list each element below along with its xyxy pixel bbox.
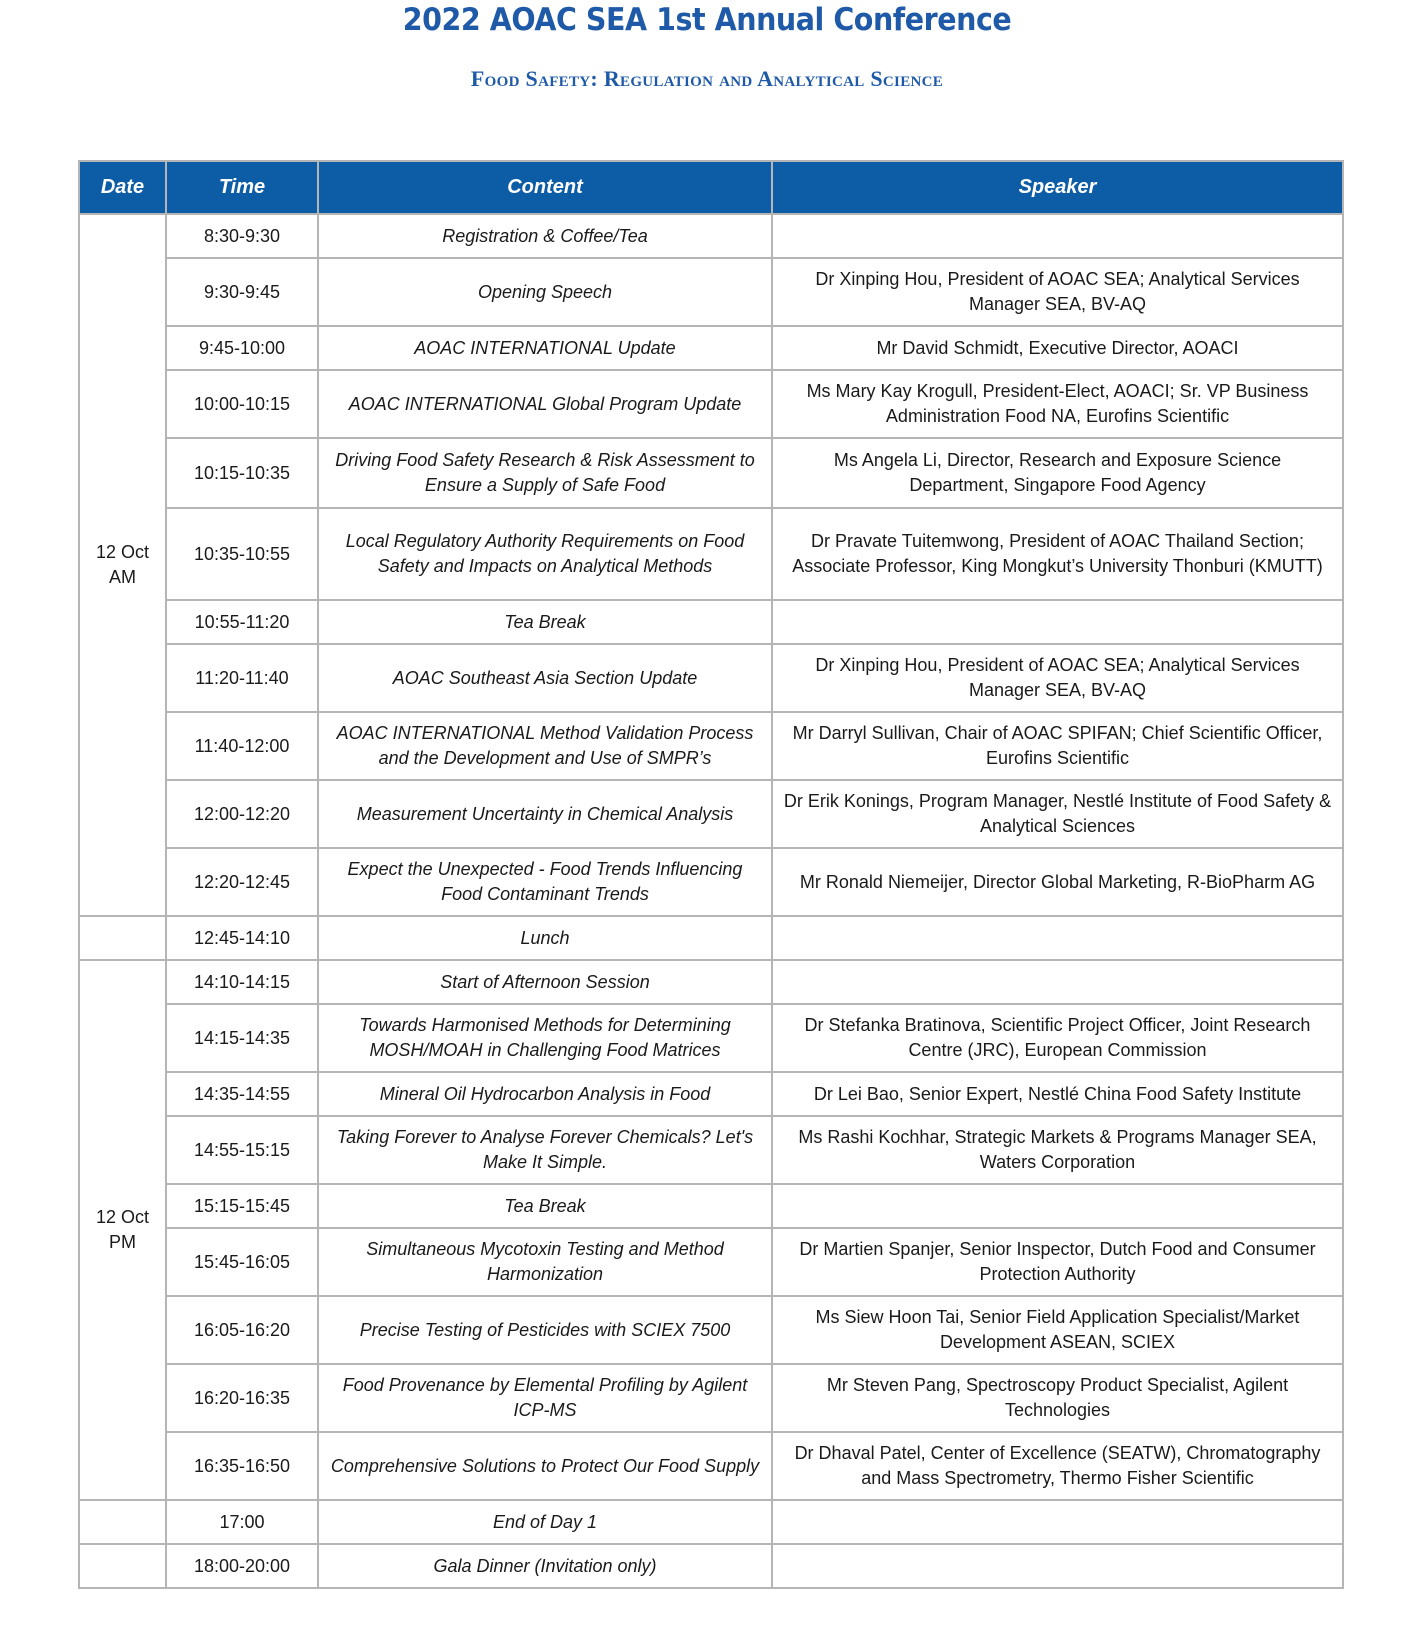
content-cell: Precise Testing of Pesticides with SCIEX 7500: [318, 1296, 772, 1364]
time-cell: 11:20-11:40: [166, 644, 318, 712]
speaker-cell: Dr Pravate Tuitemwong, President of AOAC Thailand Section; Associate Professor, King Mongkut’s University Thonburi (KMUTT): [772, 508, 1343, 600]
content-cell: Lunch: [318, 916, 772, 960]
time-cell: 8:30-9:30: [166, 214, 318, 258]
content-cell: Opening Speech: [318, 258, 772, 326]
table-row: [79, 644, 1343, 712]
table-row: [79, 1544, 1343, 1588]
table-row: [79, 1296, 1343, 1364]
time-cell: 10:55-11:20: [166, 600, 318, 644]
speaker-cell: Mr David Schmidt, Executive Director, AOACI: [772, 326, 1343, 370]
time-cell: 10:15-10:35: [166, 438, 318, 508]
content-cell: Measurement Uncertainty in Chemical Analysis: [318, 780, 772, 848]
content-cell: AOAC INTERNATIONAL Update: [318, 326, 772, 370]
table-row: [79, 508, 1343, 600]
content-cell: Tea Break: [318, 1184, 772, 1228]
table-row: [79, 258, 1343, 326]
content-cell: Comprehensive Solutions to Protect Our Food Supply: [318, 1432, 772, 1500]
table-row: [79, 1184, 1343, 1228]
table-row: [79, 1228, 1343, 1296]
content-cell: Towards Harmonised Methods for Determining MOSH/MOAH in Challenging Food Matrices: [318, 1004, 772, 1072]
speaker-cell: [772, 960, 1343, 1004]
speaker-cell: Dr Erik Konings, Program Manager, Nestlé Institute of Food Safety & Analytical Sciences: [772, 780, 1343, 848]
time-cell: 9:30-9:45: [166, 258, 318, 326]
speaker-cell: Mr Darryl Sullivan, Chair of AOAC SPIFAN; Chief Scientific Officer, Eurofins Scientific: [772, 712, 1343, 780]
speaker-cell: [772, 1544, 1343, 1588]
speaker-cell: Dr Xinping Hou, President of AOAC SEA; Analytical Services Manager SEA, BV-AQ: [772, 258, 1343, 326]
speaker-cell: [772, 1500, 1343, 1544]
time-cell: 10:00-10:15: [166, 370, 318, 438]
table-row: [79, 1004, 1343, 1072]
speaker-cell: Dr Stefanka Bratinova, Scientific Project Officer, Joint Research Centre (JRC), European Commission: [772, 1004, 1343, 1072]
date-cell: 12 Oct AM: [79, 214, 166, 916]
speaker-cell: Dr Xinping Hou, President of AOAC SEA; Analytical Services Manager SEA, BV-AQ: [772, 644, 1343, 712]
speaker-cell: Dr Martien Spanjer, Senior Inspector, Dutch Food and Consumer Protection Authority: [772, 1228, 1343, 1296]
table-row: [79, 438, 1343, 508]
date-cell: [79, 916, 166, 960]
content-cell: AOAC Southeast Asia Section Update: [318, 644, 772, 712]
content-cell: Simultaneous Mycotoxin Testing and Method Harmonization: [318, 1228, 772, 1296]
time-cell: 16:35-16:50: [166, 1432, 318, 1500]
content-cell: Registration & Coffee/Tea: [318, 214, 772, 258]
table-row: [79, 1364, 1343, 1432]
table-row: [79, 1432, 1343, 1500]
speaker-cell: Ms Angela Li, Director, Research and Exposure Science Department, Singapore Food Agency: [772, 438, 1343, 508]
speaker-cell: Ms Rashi Kochhar, Strategic Markets & Programs Manager SEA, Waters Corporation: [772, 1116, 1343, 1184]
time-cell: 16:05-16:20: [166, 1296, 318, 1364]
table-row: [79, 1500, 1343, 1544]
time-cell: 14:55-15:15: [166, 1116, 318, 1184]
speaker-cell: Ms Siew Hoon Tai, Senior Field Application Specialist/Market Development ASEAN, SCIEX: [772, 1296, 1343, 1364]
time-cell: 14:10-14:15: [166, 960, 318, 1004]
content-cell: End of Day 1: [318, 1500, 772, 1544]
table-row: [79, 370, 1343, 438]
content-cell: Tea Break: [318, 600, 772, 644]
date-cell: 12 Oct PM: [79, 960, 166, 1500]
table-header-row: [79, 161, 1343, 214]
table-row: [79, 916, 1343, 960]
table-row: [79, 780, 1343, 848]
speaker-cell: [772, 600, 1343, 644]
page-subtitle: Food Safety: Regulation and Analytical Science: [470, 66, 944, 91]
time-cell: 15:45-16:05: [166, 1228, 318, 1296]
speaker-cell: Mr Steven Pang, Spectroscopy Product Specialist, Agilent Technologies: [772, 1364, 1343, 1432]
page-title: 2022 AOAC SEA 1st Annual Conference: [402, 2, 1012, 38]
time-cell: 17:00: [166, 1500, 318, 1544]
content-cell: Start of Afternoon Session: [318, 960, 772, 1004]
column-header-speaker: Speaker: [772, 161, 1343, 214]
time-cell: 14:35-14:55: [166, 1072, 318, 1116]
time-cell: 14:15-14:35: [166, 1004, 318, 1072]
content-cell: Driving Food Safety Research & Risk Assessment to Ensure a Supply of Safe Food: [318, 438, 772, 508]
time-cell: 15:15-15:45: [166, 1184, 318, 1228]
content-cell: AOAC INTERNATIONAL Method Validation Process and the Development and Use of SMPR’s: [318, 712, 772, 780]
time-cell: 16:20-16:35: [166, 1364, 318, 1432]
content-cell: Expect the Unexpected - Food Trends Influencing Food Contaminant Trends: [318, 848, 772, 916]
speaker-cell: [772, 214, 1343, 258]
speaker-cell: Ms Mary Kay Krogull, President-Elect, AOACI; Sr. VP Business Administration Food NA, Eurofins Scientific: [772, 370, 1343, 438]
speaker-cell: [772, 916, 1343, 960]
table-row: [79, 1072, 1343, 1116]
content-cell: Food Provenance by Elemental Profiling by Agilent ICP-MS: [318, 1364, 772, 1432]
content-cell: AOAC INTERNATIONAL Global Program Update: [318, 370, 772, 438]
content-cell: Taking Forever to Analyse Forever Chemicals? Let's Make It Simple.: [318, 1116, 772, 1184]
time-cell: 12:20-12:45: [166, 848, 318, 916]
speaker-cell: Dr Lei Bao, Senior Expert, Nestlé China Food Safety Institute: [772, 1072, 1343, 1116]
column-header-time: Time: [166, 161, 318, 214]
content-cell: Mineral Oil Hydrocarbon Analysis in Food: [318, 1072, 772, 1116]
content-cell: Gala Dinner (Invitation only): [318, 1544, 772, 1588]
time-cell: 18:00-20:00: [166, 1544, 318, 1588]
time-cell: 9:45-10:00: [166, 326, 318, 370]
time-cell: 12:45-14:10: [166, 916, 318, 960]
date-cell: [79, 1500, 166, 1544]
speaker-cell: Dr Dhaval Patel, Center of Excellence (SEATW), Chromatography and Mass Spectrometry, Thermo Fisher Scientific: [772, 1432, 1343, 1500]
time-cell: 11:40-12:00: [166, 712, 318, 780]
table-row: [79, 712, 1343, 780]
table-row: [79, 1116, 1343, 1184]
table-row: [79, 960, 1343, 1004]
date-cell: [79, 1544, 166, 1588]
column-header-content: Content: [318, 161, 772, 214]
table-row: [79, 848, 1343, 916]
content-cell: Local Regulatory Authority Requirements on Food Safety and Impacts on Analytical Methods: [318, 508, 772, 600]
time-cell: 12:00-12:20: [166, 780, 318, 848]
speaker-cell: [772, 1184, 1343, 1228]
table-row: [79, 214, 1343, 258]
table-row: [79, 326, 1343, 370]
agenda-table: [78, 160, 1344, 1589]
time-cell: 10:35-10:55: [166, 508, 318, 600]
table-row: [79, 600, 1343, 644]
speaker-cell: Mr Ronald Niemeijer, Director Global Marketing, R-BioPharm AG: [772, 848, 1343, 916]
column-header-date: Date: [79, 161, 166, 214]
